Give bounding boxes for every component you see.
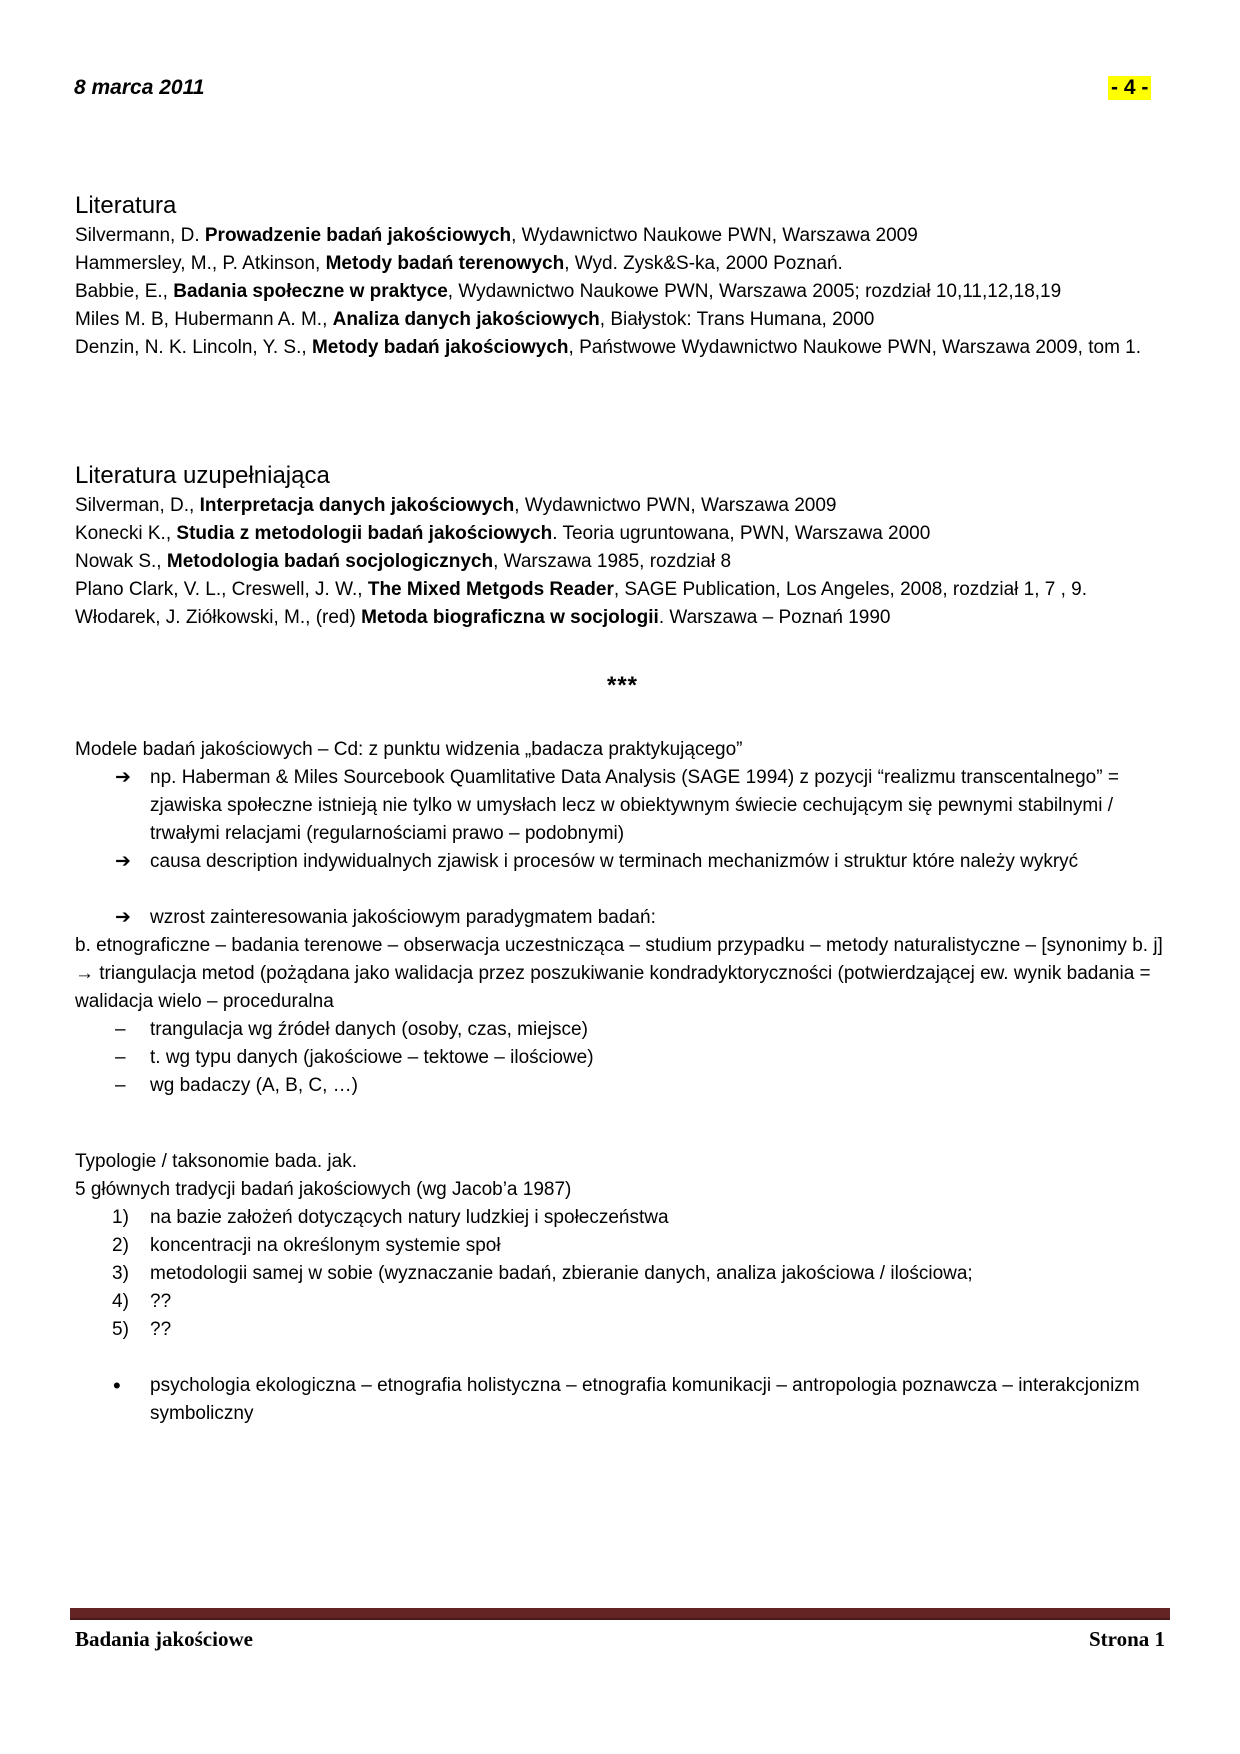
- modele-intro: Modele badań jakościowych – Cd: z punktu widzenia „badacza praktykującego”: [75, 739, 743, 760]
- literatura-entry: Włodarek, J. Ziółkowski, M., (red) Metoda biograficzna w socjologii. Warszawa – Poznań 1990: [75, 607, 891, 628]
- typologie-subtitle: 5 głównych tradycji badań jakościowych (wg Jacob’a 1987): [75, 1179, 572, 1200]
- footer-rule: [70, 1608, 1170, 1620]
- arrow-bullet-icon: ➔: [115, 767, 131, 788]
- literatura-entry: Silverman, D., Interpretacja danych jakościowych, Wydawnictwo PWN, Warszawa 2009: [75, 495, 837, 516]
- bullet-list-item: • psychologia ekologiczna – etnografia holistyczna – etnografia komunikacji – antropologia poznawcza – interakcjonizm symboliczny: [113, 1373, 1140, 1424]
- heading-literatura: Literatura: [75, 192, 177, 219]
- numbered-list-item: 4) ??: [112, 1291, 172, 1312]
- arrow-list-item: ➔ wzrost zainteresowania jakościowym paradygmatem badań:: [75, 904, 1170, 932]
- literatura-entry: Konecki K., Studia z metodologii badań jakościowych. Teoria ugruntowana, PWN, Warszawa 2000: [75, 523, 931, 544]
- section-separator: ***: [606, 672, 639, 699]
- literatura-entry: Nowak S., Metodologia badań socjologicznych, Warszawa 1985, rozdział 8: [75, 551, 732, 572]
- literatura-entry: Denzin, N. K. Lincoln, Y. S., Metody badań jakościowych, Państwowe Wydawnictwo Naukowe PWN, Warszawa 2009, tom 1.: [75, 337, 1142, 358]
- footer-title: Badania jakościowe: [75, 1627, 253, 1651]
- arrow-bullet-icon: ➔: [115, 907, 131, 928]
- heading-literatura-uzupelniajaca: Literatura uzupełniająca: [75, 462, 330, 489]
- dash-list-item: – trangulacja wg źródeł danych (osoby, czas, miejsce): [115, 1019, 588, 1040]
- literatura-entry: Plano Clark, V. L., Creswell, J. W., The Mixed Metgods Reader, SAGE Publication, Los Angeles, 2008, rozdział 1, 7 , 9.: [75, 579, 1088, 600]
- arrow-list-item: ➔ causa description indywidualnych zjawisk i procesów w terminach mechanizmów i struktur które należy wykryć: [75, 848, 1170, 876]
- document-body: [75, 190, 1170, 1428]
- arrow-bullet-icon: ➔: [115, 851, 131, 872]
- literatura-entry: Miles M. B, Hubermann A. M., Analiza danych jakościowych, Białystok: Trans Humana, 2000: [75, 309, 875, 330]
- header-date: 8 marca 2011: [74, 76, 205, 99]
- dash-list-item: – t. wg typu danych (jakościowe – tektowe – ilościowe): [115, 1047, 594, 1068]
- triangulation-paragraph: → triangulacja metod (pożądana jako walidacja przez poszukiwanie kondradyktoryczności (potwierdzającej ew. wynik badania = walidacja wielo – proceduralna: [75, 963, 1151, 1012]
- numbered-list-item: 2) koncentracji na określonym systemie społ: [112, 1235, 501, 1256]
- numbered-list-item: 1) na bazie założeń dotyczących natury ludzkiej i społeczeństwa: [112, 1207, 669, 1228]
- literatura-uzupelniajaca-list: [75, 492, 1170, 632]
- header-page-number: - 4 -: [1108, 76, 1151, 100]
- footer-page-label: Strona 1: [1088, 1627, 1165, 1651]
- literatura-entry: Silvermann, D. Prowadzenie badań jakościowych, Wydawnictwo Naukowe PWN, Warszawa 2009: [75, 225, 918, 246]
- numbered-list-item: 5) ??: [112, 1319, 172, 1340]
- dash-list-item: – wg badaczy (A, B, C, …): [115, 1075, 359, 1096]
- literatura-entry: Hammersley, M., P. Atkinson, Metody badań terenowych, Wyd. Zysk&S-ka, 2000 Poznań.: [75, 253, 843, 274]
- literatura-entry: Babbie, E., Badania społeczne w praktyce, Wydawnictwo Naukowe PWN, Warszawa 2005; rozdział 10,11,12,18,19: [75, 281, 1062, 302]
- typologie-title: Typologie / taksonomie bada. jak.: [75, 1151, 358, 1172]
- numbered-list-item: 3) metodologii samej w sobie (wyznaczanie badań, zbieranie danych, analiza jakościowa / ilościowa;: [112, 1263, 973, 1284]
- arrow-list-item: ➔ np. Haberman & Miles Sourcebook Quamlitative Data Analysis (SAGE 1994) z pozycji “realizmu transcentalnego” = zjawiska społeczne istnieją nie tylko w umysłach lecz w obiektywnym świecie cechującym się pewnymi stabilnymi / trwałymi relacjami (regularnościami prawo – podobnymi): [75, 764, 1170, 848]
- literatura-list: [75, 222, 1170, 362]
- synonyms-paragraph: b. etnograficzne – badania terenowe – obserwacja uczestnicząca – studium przypadku – metody naturalistyczne – [synonimy b. j]: [75, 935, 1163, 956]
- bullet-dot-icon: •: [113, 1373, 121, 1398]
